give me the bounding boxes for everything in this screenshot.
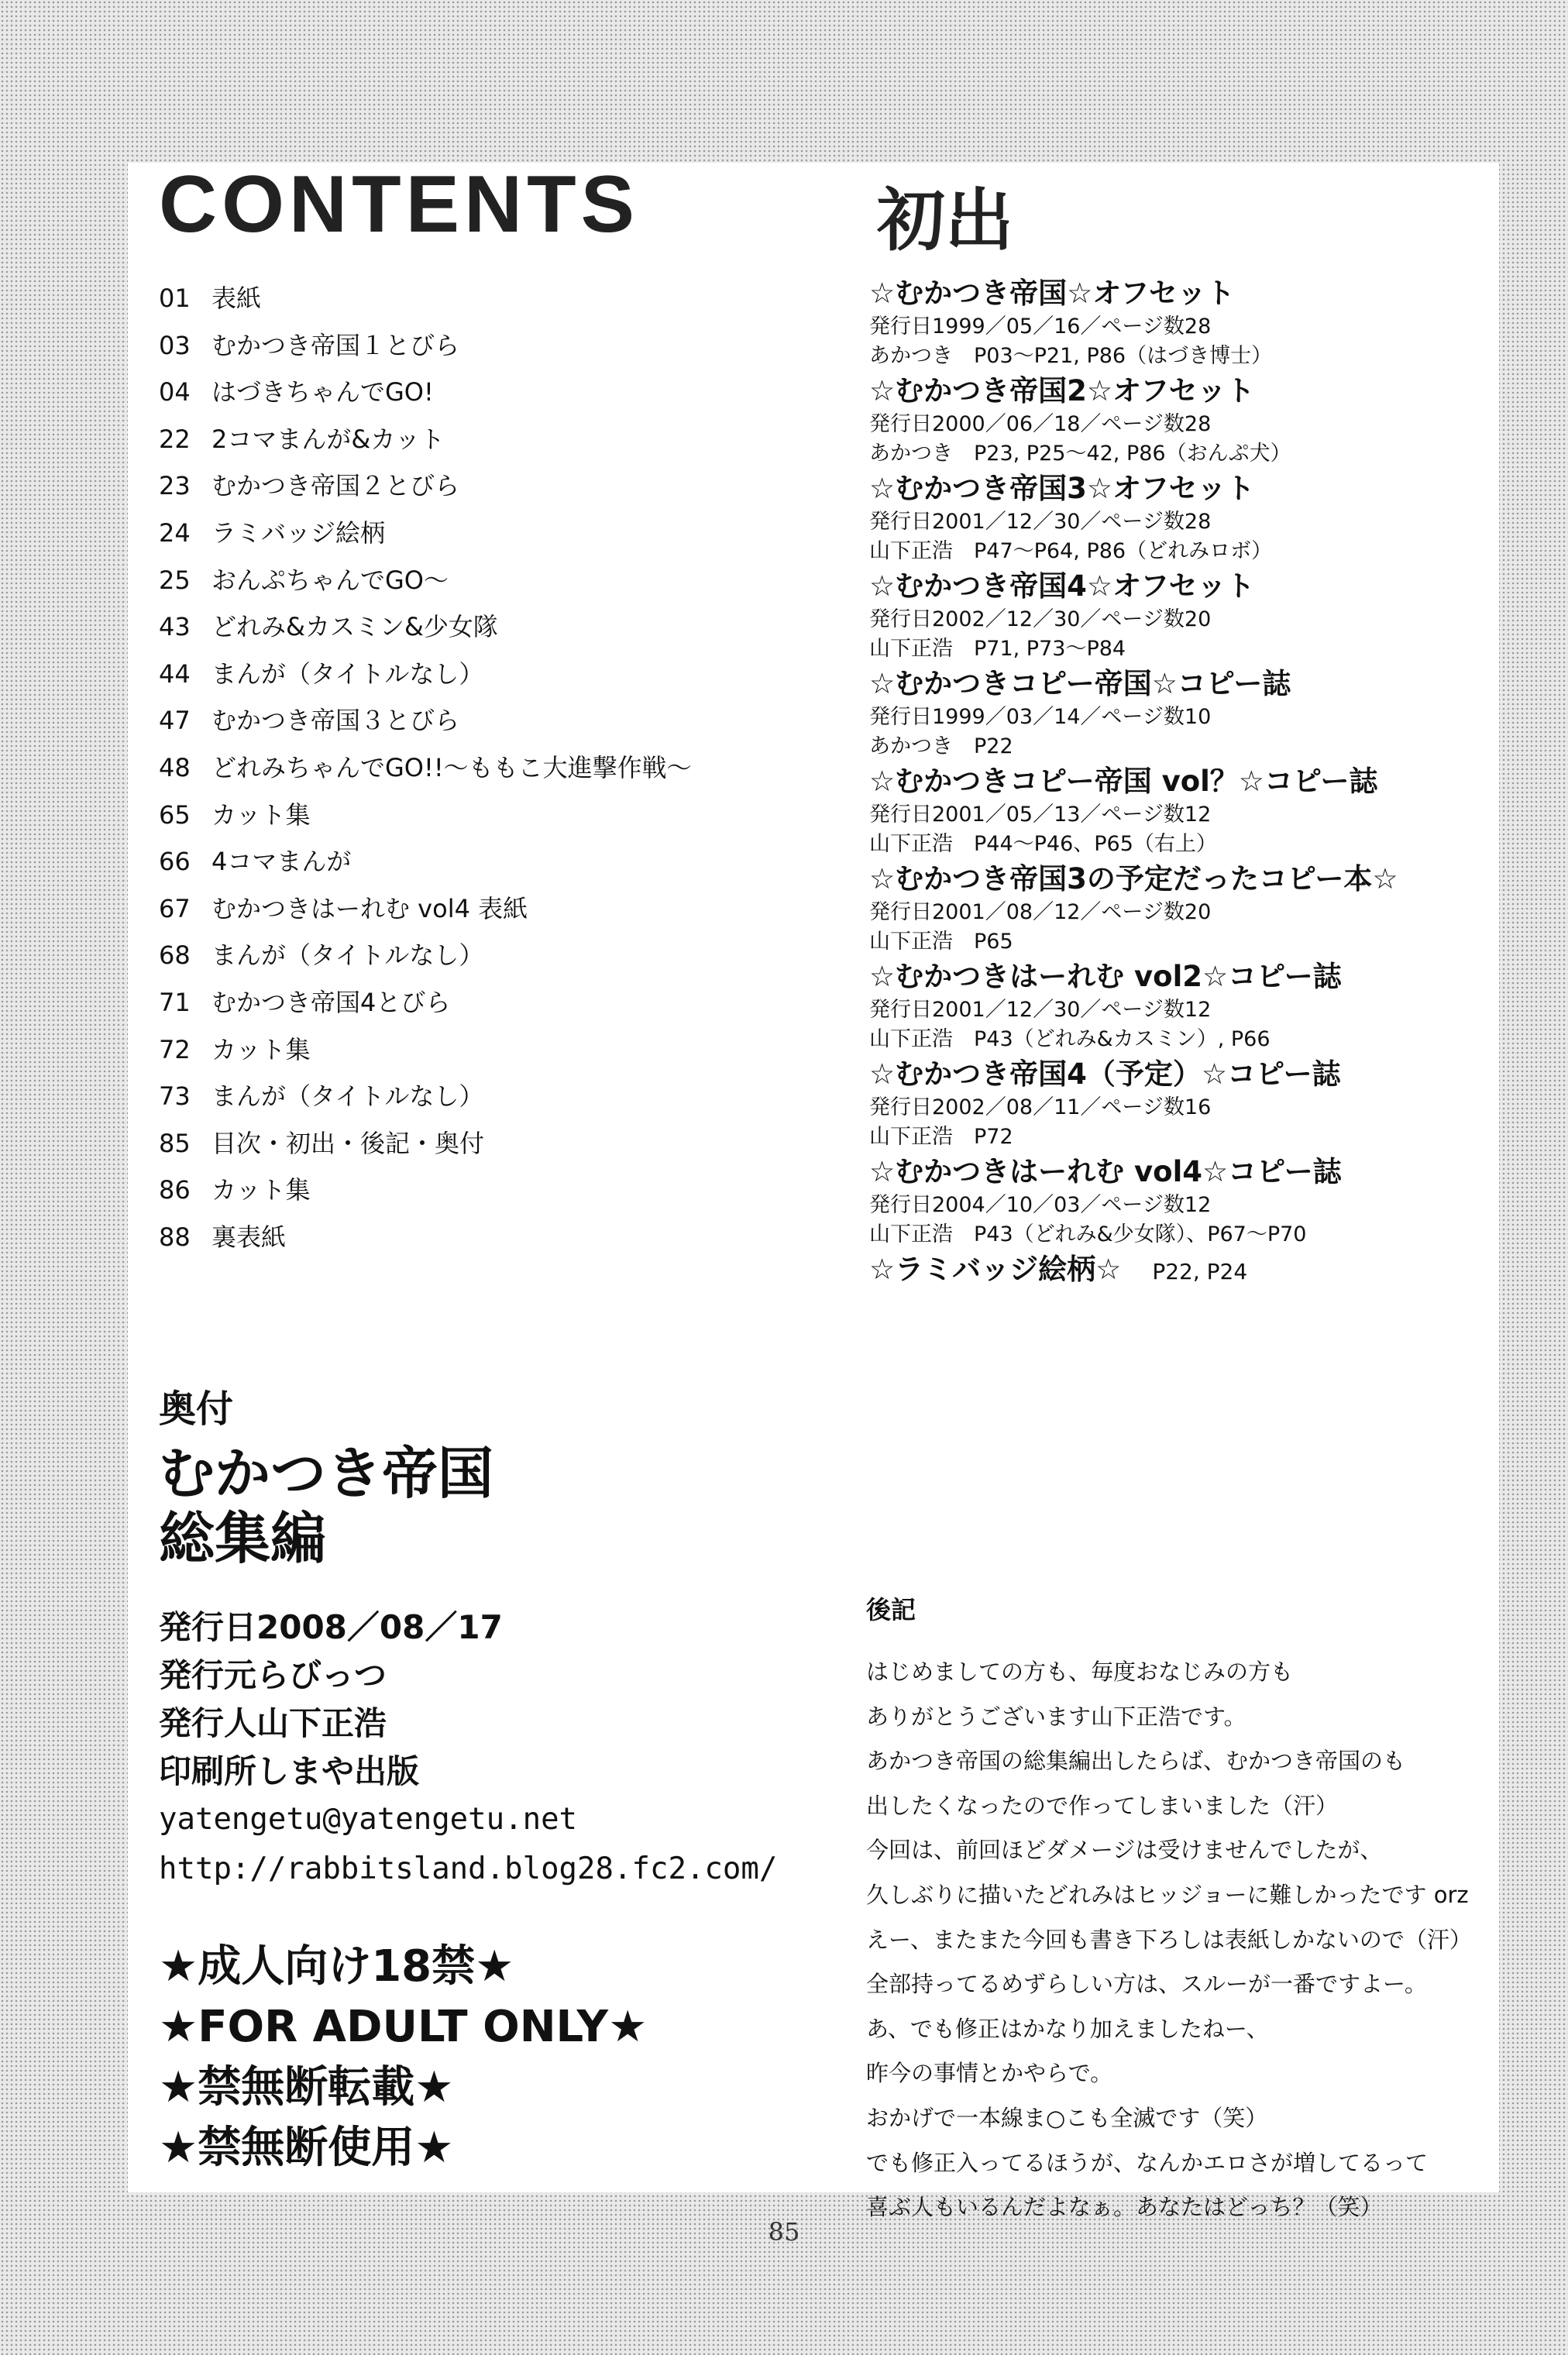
notice-no-use: ★禁無断使用★ (159, 2123, 454, 2173)
publication-entry (869, 665, 1473, 763)
afterword-line: 喜ぶ人もいるんだよなぁ。あなたはどっち？（笑） (866, 2194, 1383, 2221)
publication-info: 発行日2002／08／11／ページ数16 (869, 1095, 1212, 1119)
toc-title: むかつき帝国１とびら (211, 330, 460, 360)
publication-info: 発行日1999／03／14／ページ数10 (869, 705, 1212, 729)
toc-item (159, 979, 779, 1026)
toc-page-number: 25 (159, 565, 191, 595)
toc-page-number: 23 (159, 471, 191, 501)
toc-item (159, 322, 779, 370)
afterword-line: 久しぶりに描いたどれみはヒッジョーに難しかったです orz (866, 1881, 1469, 1908)
toc-item (159, 792, 779, 839)
publication-pages: 山下正浩 P43（どれみ&少女隊）、P67～P70 (869, 1222, 1307, 1246)
publication-title: ☆むかつき帝国4☆オフセット (869, 569, 1255, 603)
publication-pages: あかつき P23, P25～42, P86（おんぷ犬） (869, 442, 1291, 466)
publication-title: ☆むかつき帝国3の予定だったコピー本☆ (869, 862, 1398, 896)
book-title (159, 1441, 493, 1571)
printer: 印刷所しまや出版 (159, 1752, 420, 1790)
toc-title: 裏表紙 (211, 1222, 287, 1252)
notice-adult-en: ★FOR ADULT ONLY★ (159, 2002, 648, 2052)
colophon (159, 1604, 856, 1895)
toc-item (159, 1026, 779, 1074)
toc-item (159, 838, 779, 885)
publication-info: 発行日2001／08／12／ページ数20 (869, 900, 1212, 924)
notice-adult-jp: ★成人向け18禁★ (159, 1941, 514, 1992)
afterword-line: おかげで一本線ま○こも全滅です（笑） (866, 2104, 1268, 2131)
toc-item (159, 416, 779, 463)
book-title-line2: 総集編 (159, 1506, 327, 1571)
publication-last-pages: P22, P24 (1152, 1259, 1248, 1284)
toc-title: ラミバッジ絵柄 (211, 517, 386, 548)
publication-entry (869, 1153, 1473, 1251)
afterword-line: あかつき帝国の総集編出したらば、むかつき帝国のも (866, 1748, 1406, 1775)
publication-entry (869, 861, 1473, 958)
publication-title: ☆むかつきコピー帝国☆コピー誌 (869, 667, 1291, 700)
publication-last (869, 1251, 1473, 1291)
toc-page-number: 01 (159, 284, 191, 313)
toc-item (159, 557, 779, 604)
toc-page-number: 88 (159, 1222, 191, 1252)
okuzuke-heading: 奥付 (159, 1387, 234, 1431)
toc-item (159, 510, 779, 557)
publication-pages: 山下正浩 P43（どれみ&カスミン）, P66 (869, 1027, 1271, 1051)
toc-title: どれみちゃんでGO!!～ももこ大進撃作戦～ (211, 752, 692, 782)
toc-page-number: 73 (159, 1081, 191, 1112)
publication-pages: 山下正浩 P65 (869, 930, 1013, 954)
toc-page-number: 04 (159, 377, 191, 407)
table-of-contents (159, 275, 779, 1260)
toc-page-number: 44 (159, 658, 191, 689)
publication-entry (869, 568, 1473, 665)
toc-item (159, 369, 779, 416)
toc-page-number: 68 (159, 940, 191, 971)
toc-item (159, 744, 779, 792)
toc-item (159, 1167, 779, 1214)
toc-item (159, 1073, 779, 1120)
toc-item (159, 1120, 779, 1167)
publication-title: ☆むかつきはーれむ vol2☆コピー誌 (869, 960, 1342, 993)
publication-title: ☆むかつき帝国3☆オフセット (869, 472, 1255, 505)
publication-info: 発行日1999／05／16／ページ数28 (869, 315, 1212, 339)
toc-item (159, 697, 779, 744)
afterword-line: ありがとうございます山下正浩です。 (866, 1703, 1246, 1730)
toc-page-number: 67 (159, 893, 191, 923)
toc-title: むかつき帝国３とびら (211, 706, 460, 736)
afterword-heading: 後記 (866, 1595, 916, 1624)
publication-info: 発行日2000／06／18／ページ数28 (869, 412, 1212, 436)
toc-title: まんが（タイトルなし） (211, 1081, 484, 1112)
publication-title: ☆むかつきコピー帝国 vol？☆コピー誌 (869, 765, 1378, 798)
issuer: 発行人山下正浩 (159, 1704, 387, 1742)
toc-page-number: 03 (159, 330, 191, 360)
toc-page-number: 22 (159, 424, 191, 454)
notices (159, 1937, 647, 2178)
publication-entry (869, 763, 1473, 861)
toc-item (159, 651, 779, 698)
toc-item (159, 462, 779, 510)
toc-title: 表紙 (211, 284, 262, 313)
afterword-line: はじめましての方も、毎度おなじみの方も (866, 1659, 1294, 1685)
toc-page-number: 85 (159, 1128, 191, 1158)
toc-title: むかつきはーれむ vol4 表紙 (211, 893, 528, 923)
toc-title: むかつき帝国4とびら (211, 987, 451, 1017)
toc-title: まんが（タイトルなし） (211, 658, 484, 689)
publication-info: 発行日2001／12／30／ページ数12 (869, 998, 1212, 1022)
publication-info: 発行日2001／12／30／ページ数28 (869, 510, 1212, 534)
publication-info: 発行日2002／12／30／ページ数20 (869, 607, 1212, 631)
publication-info: 発行日2004／10／03／ページ数12 (869, 1193, 1212, 1217)
toc-page-number: 65 (159, 799, 191, 830)
publication-title: ☆むかつき帝国4（予定）☆コピー誌 (869, 1057, 1341, 1091)
toc-page-number: 47 (159, 706, 191, 736)
website-url: http://rabbitsland.blog28.fc2.com/ (159, 1851, 778, 1886)
toc-title: カット集 (211, 1034, 311, 1064)
toc-title: カット集 (211, 1175, 311, 1205)
toc-title: 目次・初出・後記・奥付 (211, 1128, 485, 1158)
toc-title: カット集 (211, 799, 311, 830)
book-title-line1: むかつき帝国 (159, 1441, 494, 1506)
toc-page-number: 66 (159, 847, 191, 877)
afterword-line: えー、またまた今回も書き下ろしは表紙しかないので（汗） (866, 1926, 1472, 1953)
publication-entry (869, 373, 1473, 470)
publish-date: 発行日2008／08／17 (159, 1608, 503, 1646)
first-appearance-list (869, 275, 1473, 1291)
publication-entry (869, 958, 1473, 1056)
publication-title: ☆むかつきはーれむ vol4☆コピー誌 (869, 1155, 1342, 1188)
toc-page-number: 86 (159, 1175, 191, 1205)
toc-page-number: 24 (159, 517, 191, 548)
publication-pages: 山下正浩 P47～P64, P86（どれみロボ） (869, 539, 1273, 563)
publication-pages: 山下正浩 P72 (869, 1125, 1013, 1149)
toc-page-number: 72 (159, 1034, 191, 1064)
publisher: 発行元らびっつ (159, 1656, 387, 1694)
toc-title: おんぷちゃんでGO～ (211, 565, 449, 595)
notice-no-reprint: ★禁無断転載★ (159, 2062, 454, 2113)
publication-last-title: ☆ラミバッジ絵柄☆ (869, 1253, 1122, 1286)
email-address: yatengetu@yatengetu.net (159, 1802, 578, 1837)
toc-title: むかつき帝国２とびら (211, 471, 460, 501)
toc-item (159, 275, 779, 322)
afterword (866, 1588, 1486, 2230)
toc-item (159, 1214, 779, 1261)
toc-item (159, 885, 779, 933)
afterword-line: あ、でも修正はかなり加えましたねー、 (866, 2015, 1269, 2042)
afterword-line: 全部持ってるめずらしい方は、スルーが一番ですよー。 (866, 1971, 1427, 1998)
publication-title: ☆むかつき帝国☆オフセット (869, 277, 1235, 310)
toc-page-number: 43 (159, 612, 191, 642)
toc-item (159, 603, 779, 651)
page-number: 85 (768, 2217, 800, 2247)
toc-title: どれみ&カスミン&少女隊 (211, 612, 498, 642)
afterword-line: 出したくなったので作ってしまいました（汗） (866, 1792, 1339, 1819)
publication-entry (869, 275, 1473, 373)
toc-page-number: 71 (159, 987, 191, 1017)
publication-pages: 山下正浩 P71, P73～P84 (869, 637, 1126, 661)
toc-item (159, 932, 779, 979)
afterword-line: 今回は、前回ほどダメージは受けませんでしたが、 (866, 1837, 1383, 1864)
publication-entry (869, 1056, 1473, 1153)
toc-title: 4コマまんが (211, 847, 352, 877)
publication-pages: あかつき P03～P21, P86（はづき博士） (869, 344, 1273, 368)
afterword-line: でも修正入ってるほうが、なんかエロさが増してるって (866, 2149, 1429, 2176)
toc-page-number: 48 (159, 752, 191, 782)
toc-title: はづきちゃんでGO! (211, 377, 434, 407)
first-appearance-heading: 初出 (877, 180, 1014, 260)
toc-title: 2コマまんが&カット (211, 424, 445, 454)
afterword-line: 昨今の事情とかやらで。 (866, 2060, 1113, 2087)
publication-info: 発行日2001／05／13／ページ数12 (869, 803, 1212, 827)
contents-heading: CONTENTS (159, 160, 639, 249)
publication-title: ☆むかつき帝国2☆オフセット (869, 374, 1255, 407)
publication-pages: あかつき P22 (869, 734, 1013, 758)
toc-title: まんが（タイトルなし） (211, 940, 484, 971)
publication-entry (869, 470, 1473, 568)
publication-pages: 山下正浩 P44～P46、P65（右上） (869, 832, 1217, 856)
